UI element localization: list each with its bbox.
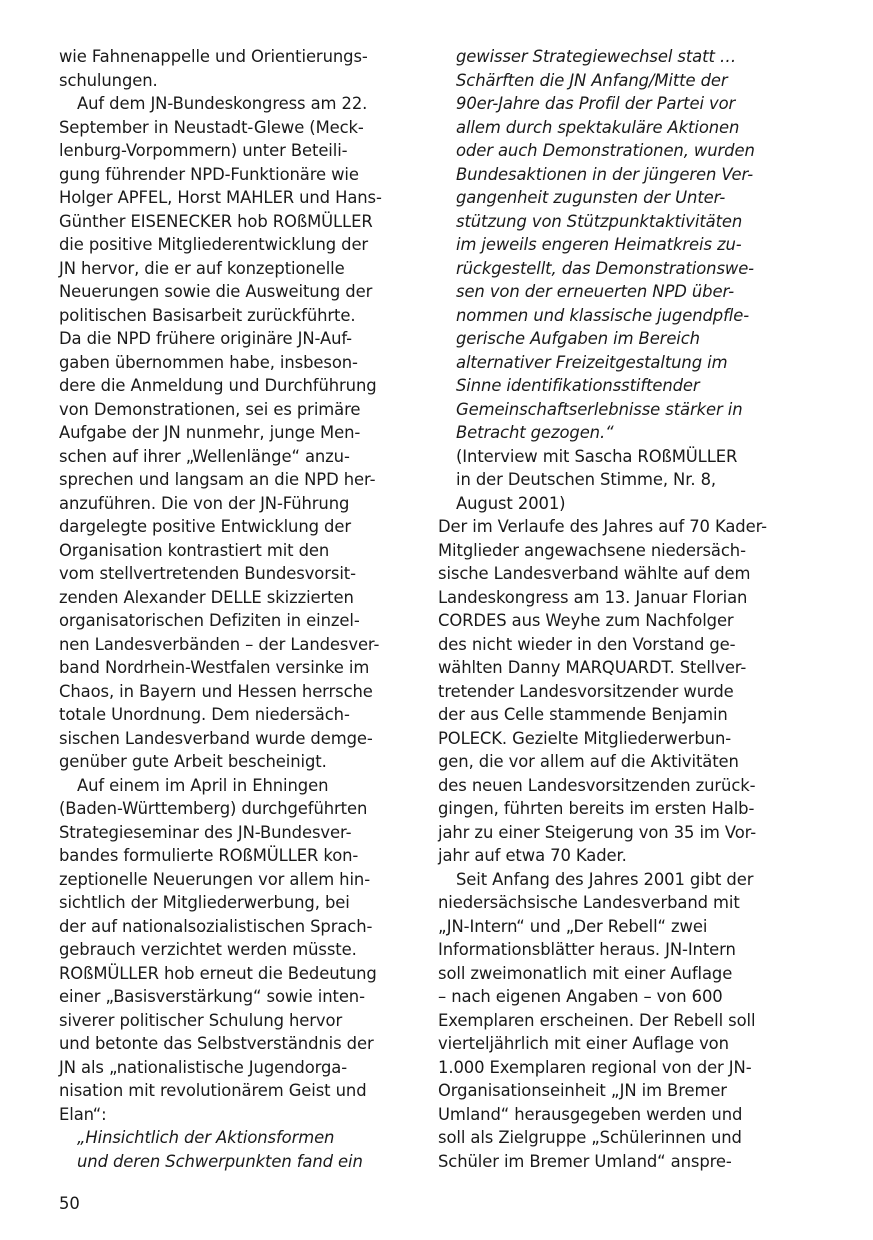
right-column-line: Umland“ herausgegeben werden und xyxy=(438,1104,743,1124)
left-column xyxy=(59,45,409,1173)
right-column-line: 90er-Jahre das Profil der Partei vor xyxy=(456,94,736,113)
left-column-line: Neuerungen sowie die Ausweitung der xyxy=(59,282,373,301)
left-column-line: Da die NPD frühere originäre JN-Auf- xyxy=(59,329,352,348)
left-column-line: einer „Basisverstärkung“ sowie inten- xyxy=(59,987,365,1006)
right-column-line: niedersächsische Landesverband mit xyxy=(438,893,740,912)
page-number: 50 xyxy=(59,1194,80,1213)
right-column xyxy=(438,45,788,1173)
right-column-line: gangenheit zugunsten der Unter- xyxy=(456,188,726,207)
right-column-line: Landeskongress am 13. Januar Florian xyxy=(438,587,748,607)
right-column-line: sische Landesverband wählte auf dem xyxy=(438,564,751,583)
left-column-line: zeptionelle Neuerungen vor allem hin- xyxy=(59,869,371,889)
left-column-line: siverer politischer Schulung hervor xyxy=(59,1010,343,1030)
left-column-line: gaben übernommen habe, insbeson- xyxy=(59,352,358,372)
left-column-line: organisatorischen Defiziten in einzel- xyxy=(59,611,360,630)
left-column-line: Strategieseminar des JN-Bundesver- xyxy=(59,822,352,842)
right-column-line: oder auch Demonstrationen, wurden xyxy=(456,141,755,160)
left-column-line: totale Unordnung. Dem niedersäch- xyxy=(59,705,350,724)
left-column-line: der auf nationalsozialistischen Sprach- xyxy=(59,916,373,936)
left-column-line: politischen Basisarbeit zurückführte. xyxy=(59,305,356,325)
left-column-line: vom stellvertretenden Bundesvorsit- xyxy=(59,564,356,583)
right-column-line: POLECK. Gezielte Mitgliederwerbun- xyxy=(438,728,732,748)
left-column-line: (Baden-Württemberg) durchgeführten xyxy=(59,799,368,818)
right-column-line: Organisationseinheit „JN im Bremer xyxy=(438,1081,727,1100)
left-column-line: sprechen und langsam an die NPD her- xyxy=(59,470,376,489)
left-column-line: anzuführen. Die von der JN-Führung xyxy=(59,493,350,513)
right-column-line: „JN-Intern“ und „Der Rebell“ zwei xyxy=(438,916,708,936)
left-column-line: Günther EISENECKER hob ROßMÜLLER xyxy=(59,211,373,231)
left-column-line: Aufgabe der JN nunmehr, junge Men- xyxy=(59,423,361,442)
right-column-line: in der Deutschen Stimme, Nr. 8, xyxy=(456,470,717,489)
right-column-line: Mitglieder angewachsene niedersäch- xyxy=(438,540,746,560)
left-column-line: Chaos, in Bayern und Hessen herrsche xyxy=(59,681,373,701)
right-column-line: wählten Danny MARQUARDT. Stellver- xyxy=(438,658,747,677)
left-column-line: nen Landesverbänden – der Landesver- xyxy=(59,634,380,654)
right-column-line: gen, die vor allem auf die Aktivitäten xyxy=(438,752,739,771)
right-column-line: gerische Aufgaben im Bereich xyxy=(456,329,700,348)
right-column-line: jahr zu einer Steigerung von 35 im Vor- xyxy=(438,822,757,842)
right-column-line: – nach eigenen Angaben – von 600 xyxy=(438,987,723,1006)
left-column-line: September in Neustadt-Glewe (Meck- xyxy=(59,117,364,137)
left-column-line: schen auf ihrer „Wellenlänge“ anzu- xyxy=(59,446,350,466)
right-column-line: gingen, führten bereits im ersten Halb- xyxy=(438,799,755,818)
left-column-line: band Nordrhein-Westfalen versinke im xyxy=(59,658,370,677)
left-column-line: wie Fahnenappelle und Orientierungs- xyxy=(59,47,368,66)
right-column-line: 1.000 Exemplaren regional von der JN- xyxy=(438,1057,752,1077)
left-column-line: dargelegte positive Entwicklung der xyxy=(59,517,351,536)
right-column-line: sen von der erneuerten NPD über- xyxy=(456,282,735,301)
right-column-line: August 2001) xyxy=(456,493,566,513)
left-column-line: Elan“: xyxy=(59,1104,107,1124)
right-column-line: Exemplaren erscheinen. Der Rebell soll xyxy=(438,1010,756,1030)
left-column-line: dere die Anmeldung und Durchführung xyxy=(59,376,377,395)
right-column-line: Informationsblätter heraus. JN-Intern xyxy=(438,940,736,959)
left-column-line: sischen Landesverband wurde demge- xyxy=(59,728,373,748)
left-column-line: gung führender NPD-Funktionäre wie xyxy=(59,164,359,184)
left-column-line: und betonte das Selbstverständnis der xyxy=(59,1034,374,1053)
left-column-line: lenburg-Vorpommern) unter Beteili- xyxy=(59,141,348,160)
right-column-line: gewisser Strategiewechsel statt … xyxy=(456,47,737,66)
right-column-line: Seit Anfang des Jahres 2001 gibt der xyxy=(456,869,754,889)
left-column-line: sichtlich der Mitgliederwerbung, bei xyxy=(59,893,350,912)
left-column-line: schulungen. xyxy=(59,70,158,90)
right-column-line: CORDES aus Weyhe zum Nachfolger xyxy=(438,611,734,630)
left-column-line: gebrauch verzichtet werden müsste. xyxy=(59,940,357,959)
left-column-line: die positive Mitgliederentwicklung der xyxy=(59,235,369,254)
right-column-line: Der im Verlaufe des Jahres auf 70 Kader- xyxy=(438,517,767,536)
left-column-line: JN als „nationalistische Jugendorga- xyxy=(59,1057,348,1077)
right-column-line: rückgestellt, das Demonstrationswe- xyxy=(456,258,754,278)
left-column-line: ROßMÜLLER hob erneut die Bedeutung xyxy=(59,963,377,983)
right-column-line: Bundesaktionen in der jüngeren Ver- xyxy=(456,164,754,184)
left-column-line: Auf einem im April in Ehningen xyxy=(77,775,329,795)
right-column-line: soll zweimonatlich mit einer Auflage xyxy=(438,963,733,983)
right-column-line: des nicht wieder in den Vorstand ge- xyxy=(438,634,736,654)
right-column-line: (Interview mit Sascha ROßMÜLLER xyxy=(456,446,738,466)
left-column-line: nisation mit revolutionärem Geist und xyxy=(59,1081,367,1100)
left-column-line: genüber gute Arbeit bescheinigt. xyxy=(59,752,327,771)
left-column-line: von Demonstrationen, sei es primäre xyxy=(59,399,361,419)
right-column-line: stützung von Stützpunktaktivitäten xyxy=(456,211,743,231)
right-column-line: Schärften die JN Anfang/Mitte der xyxy=(456,70,728,90)
right-column-line: vierteljährlich mit einer Auflage von xyxy=(438,1034,729,1053)
left-column-line: zenden Alexander DELLE skizzierten xyxy=(59,587,354,607)
left-column-line: Auf dem JN-Bundeskongress am 22. xyxy=(77,94,368,113)
right-column-line: tretender Landesvorsitzender wurde xyxy=(438,681,734,701)
left-column-line: „Hinsichtlich der Aktionsformen xyxy=(77,1128,335,1147)
right-column-line: jahr auf etwa 70 Kader. xyxy=(438,846,627,865)
left-column-line: Holger APFEL, Horst MAHLER und Hans- xyxy=(59,188,382,207)
right-column-line: Schüler im Bremer Umland“ anspre- xyxy=(438,1151,732,1171)
right-column-line: Sinne identifikationsstiftender xyxy=(456,376,700,395)
right-column-line: alternativer Freizeitgestaltung im xyxy=(456,352,728,372)
left-column-line: Organisation kontrastiert mit den xyxy=(59,540,330,560)
left-column-line: bandes formulierte ROßMÜLLER kon- xyxy=(59,846,359,865)
right-column-line: Betracht gezogen.“ xyxy=(456,423,614,442)
left-column-line: JN hervor, die er auf konzeptionelle xyxy=(59,258,345,278)
right-column-line: der aus Celle stammende Benjamin xyxy=(438,705,728,724)
right-column-line: soll als Zielgruppe „Schülerinnen und xyxy=(438,1128,742,1147)
right-column-line: im jeweils engeren Heimatkreis zu- xyxy=(456,235,742,254)
right-column-line: des neuen Landesvorsitzenden zurück- xyxy=(438,775,756,795)
right-column-line: Gemeinschaftserlebnisse stärker in xyxy=(456,399,743,419)
right-column-line: allem durch spektakuläre Aktionen xyxy=(456,117,740,137)
left-column-line: und deren Schwerpunkten fand ein xyxy=(77,1151,363,1171)
right-column-line: nommen und klassische jugendpfle- xyxy=(456,305,750,325)
